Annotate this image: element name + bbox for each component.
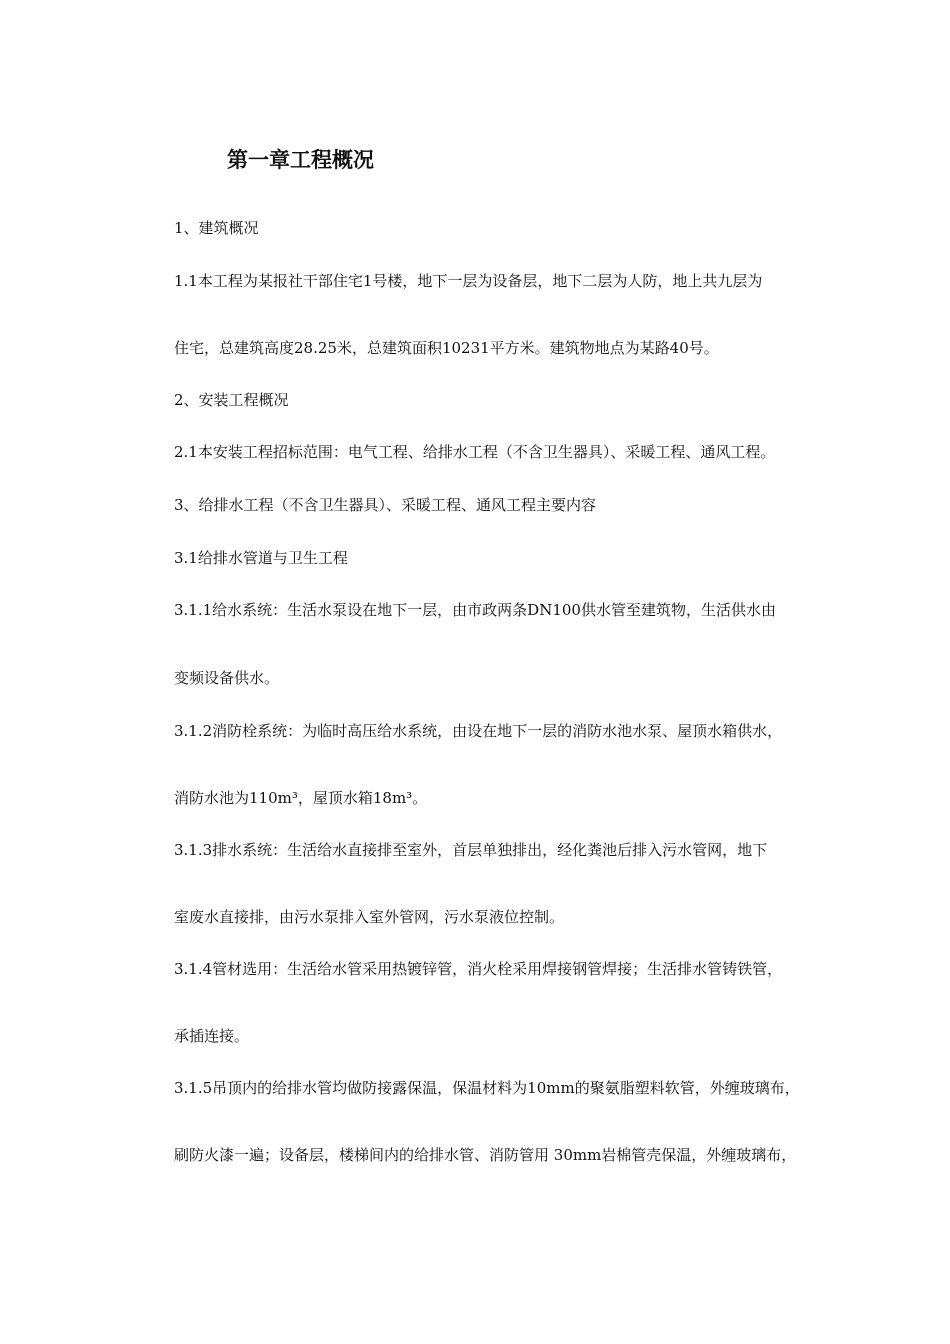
section-heading-1: 1、建筑概况: [174, 219, 259, 237]
paragraph-3-1-3-line-1: 3.1.3排水系统：生活给水直接排至室外，首层单独排出，经化粪池后排入污水管网，地下: [174, 841, 768, 859]
paragraph-3-1-1-line-2: 变频设备供水。: [174, 669, 280, 687]
paragraph-1-1-line-2: 住宅，总建筑高度28.25米，总建筑面积10231平方米。建筑物地点为某路40号。: [174, 339, 719, 357]
paragraph-3-1-4-line-2: 承插连接。: [174, 1027, 250, 1045]
paragraph-3-1-2-line-2: 消防水池为110m³，屋顶水箱18m³。: [174, 789, 428, 807]
paragraph-3-1-2-line-1: 3.1.2消防栓系统：为临时高压给水系统，由设在地下一层的消防水池水泵、屋顶水箱供水，: [174, 722, 783, 740]
paragraph-1-1-line-1: 1.1本工程为某报社干部住宅1号楼，地下一层为设备层，地下二层为人防，地上共九层为: [174, 272, 763, 290]
chapter-title: 第一章工程概况: [227, 148, 374, 172]
paragraph-3-1-5-line-2: 刷防火漆一遍；设备层，楼梯间内的给排水管、消防管用 30mm岩棉管壳保温，外缠玻璃布，: [174, 1146, 797, 1164]
paragraph-2-1: 2.1本安装工程招标范围：电气工程、给排水工程（不含卫生器具）、采暖工程、通风工程。: [174, 443, 776, 461]
paragraph-3-1-3-line-2: 室废水直接排，由污水泵排入室外管网，污水泵液位控制。: [174, 908, 565, 926]
subsection-heading-3-1: 3.1给排水管道与卫生工程: [174, 549, 348, 567]
section-heading-3: 3、给排水工程（不含卫生器具）、采暖工程、通风工程主要内容: [174, 496, 597, 514]
paragraph-3-1-1-line-1: 3.1.1给水系统：生活水泵设在地下一层，由市政两条DN100供水管至建筑物，生活供水由: [174, 601, 776, 619]
paragraph-3-1-5-line-1: 3.1.5吊顶内的给排水管均做防接露保温，保温材料为10mm的聚氨脂塑料软管，外缠玻璃布，: [174, 1079, 800, 1097]
section-heading-2: 2、安装工程概况: [174, 391, 289, 409]
paragraph-3-1-4-line-1: 3.1.4管材选用：生活给水管采用热镀锌管，消火栓采用焊接钢管焊接；生活排水管铸铁管，: [174, 960, 783, 978]
